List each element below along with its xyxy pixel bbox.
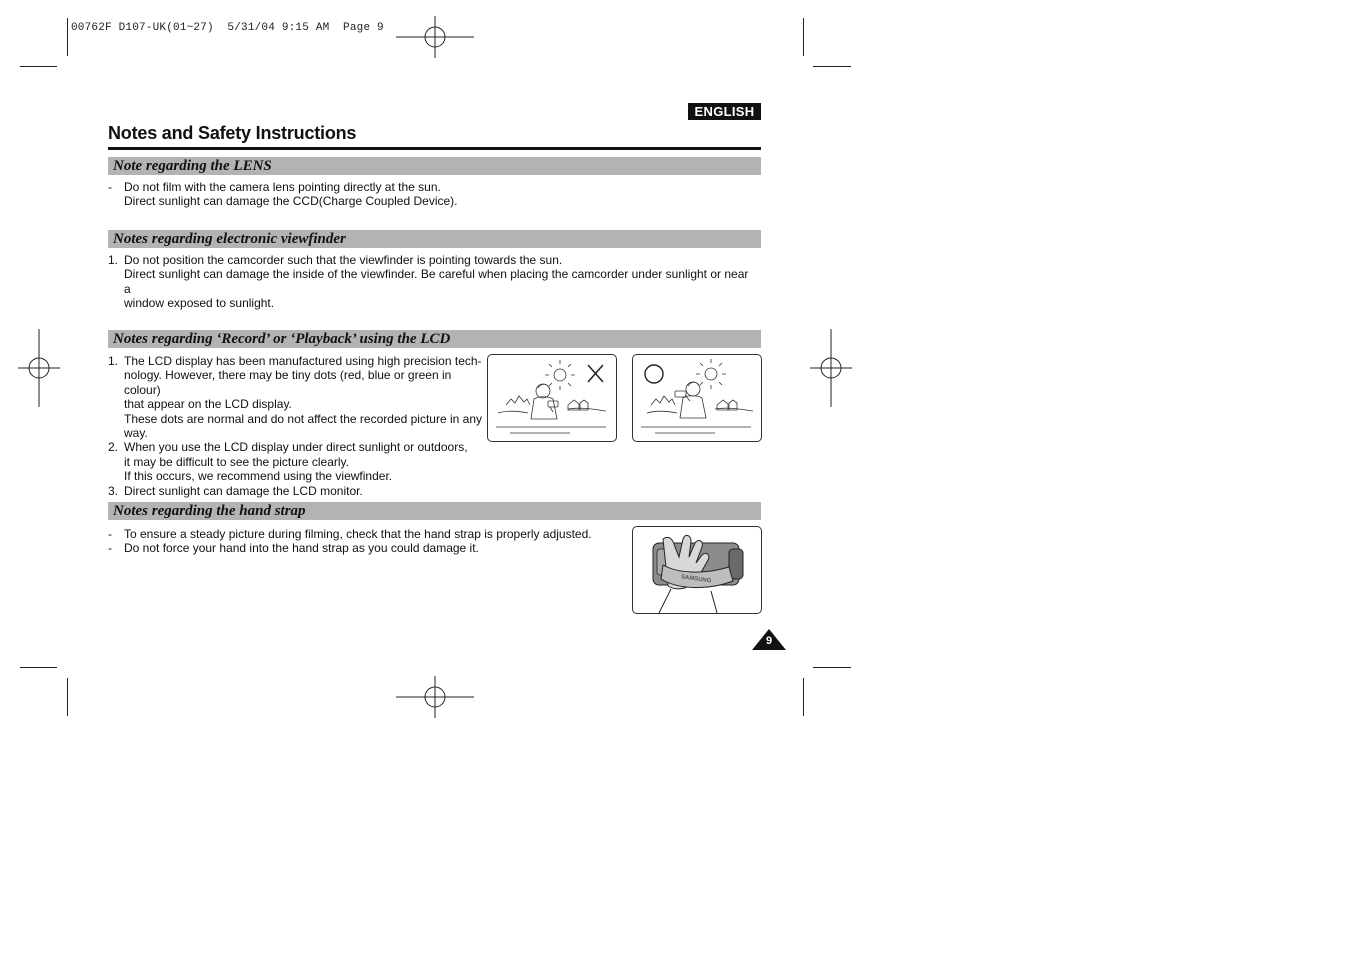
page-number: 9 — [765, 635, 773, 647]
person-with-camcorder-illustration — [488, 355, 616, 441]
section-heading: Notes regarding the hand strap — [113, 503, 306, 519]
registration-mark-icon — [396, 676, 474, 718]
language-badge: ENGLISH — [688, 103, 761, 120]
section-heading: Notes regarding electronic viewfinder — [113, 231, 346, 247]
lens-notes — [108, 180, 758, 209]
section-header-hand-strap — [108, 502, 761, 520]
circle-ok-icon — [645, 365, 663, 383]
section-heading: Notes regarding ‘Record’ or ‘Playback’ using the LCD — [113, 331, 451, 347]
person-with-camcorder-illustration — [633, 355, 761, 441]
x-mark-icon — [588, 365, 603, 382]
list-item: - Do not force your hand into the hand strap as you could damage it. — [108, 541, 479, 556]
section-header-lcd — [108, 330, 761, 348]
svg-text:SAMSUNG: SAMSUNG — [680, 574, 712, 585]
hand-strap-notes — [108, 527, 618, 556]
hand-holding-camcorder-illustration — [633, 527, 761, 613]
section-heading: Note regarding the LENS — [113, 158, 272, 174]
section-header-lens — [108, 157, 761, 175]
list-item: - Do not film with the camera lens pointing directly at the sun. Direct sunlight can damage the CCD(Charge Coupled Device). — [108, 180, 458, 209]
registration-mark-icon — [18, 329, 60, 407]
section-header-viewfinder — [108, 230, 761, 248]
lcd-wrong-illustration — [487, 354, 617, 442]
registration-mark-icon — [810, 329, 852, 407]
title-rule — [108, 147, 761, 150]
viewfinder-notes — [108, 253, 758, 311]
lcd-notes — [108, 354, 483, 498]
list-item: - To ensure a steady picture during filming, check that the hand strap is properly adjusted. — [108, 527, 592, 541]
list-item: 3. Direct sunlight can damage the LCD monitor. — [108, 483, 363, 498]
page-title: Notes and Safety Instructions — [108, 123, 357, 143]
lcd-correct-illustration — [632, 354, 762, 442]
print-slug: 00762F D107-UK(01~27) 5/31/04 9:15 AM Page 9 — [71, 22, 384, 34]
list-item: 2. When you use the LCD display under direct sunlight or outdoors, it may be difficult to see the picture clearly. If this occurs, we recommend using the viewfinder. — [108, 440, 468, 484]
list-item: 1. Do not position the camcorder such that the viewfinder is pointing towards the sun. Direct sunlight can damage the inside of the viewfinder. Be careful when placing the camcorder under sunlight or near a window exposed to sunlight. — [108, 253, 749, 311]
list-item: 1. The LCD display has been manufactured using high precision tech- nology. However, there may be tiny dots (red, blue or green in colour) that appear on the LCD display. These dots are normal and do not affect the recorded picture in any way. — [108, 354, 482, 441]
registration-mark-icon — [396, 16, 474, 58]
hand-strap-illustration — [632, 526, 762, 614]
